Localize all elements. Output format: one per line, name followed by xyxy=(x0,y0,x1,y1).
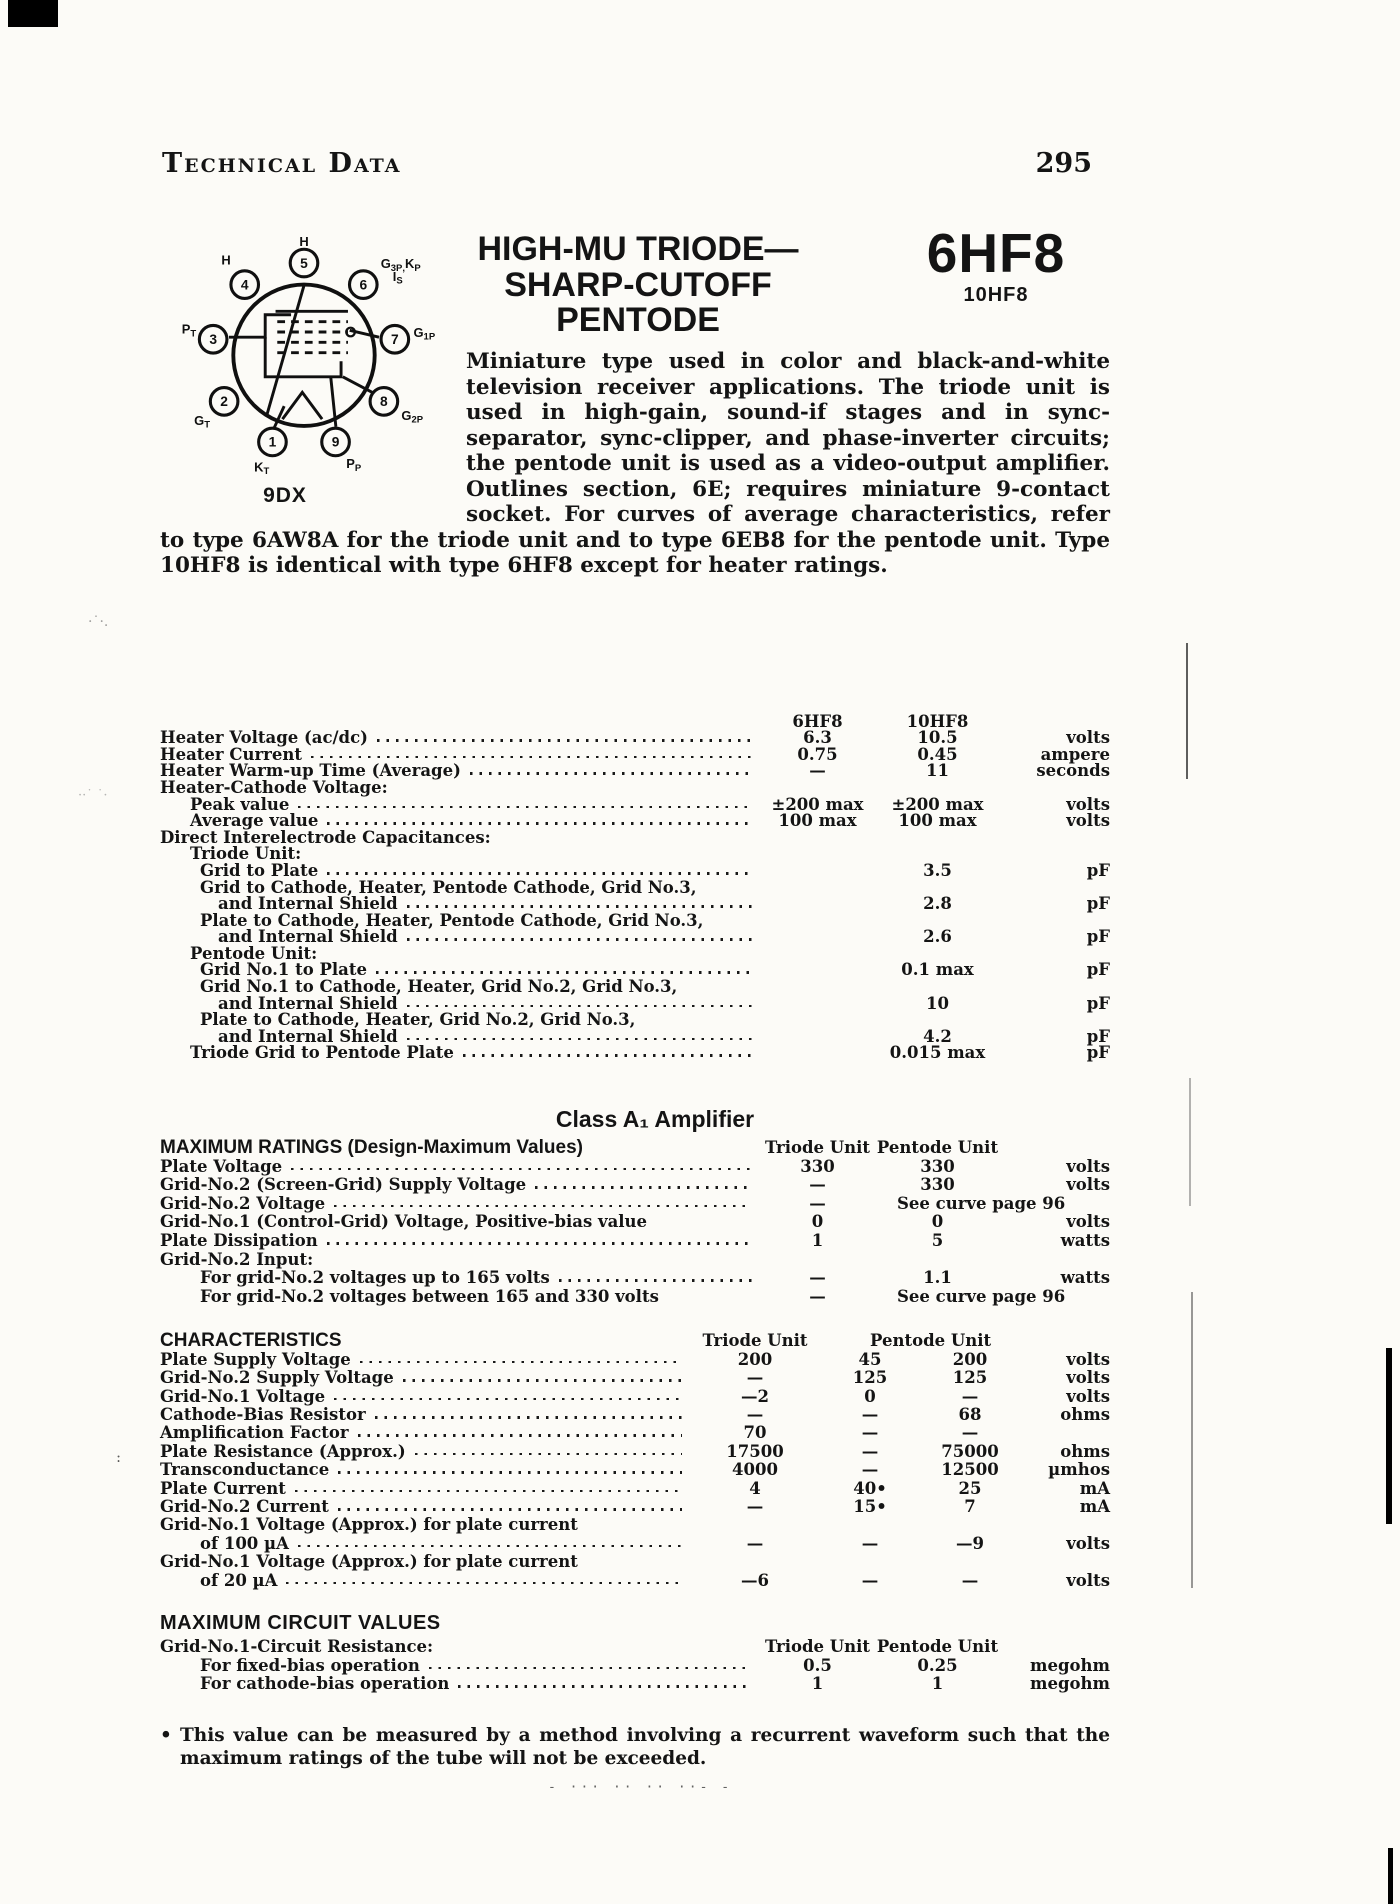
table-row xyxy=(160,827,1110,847)
value-triode: Triode Unit xyxy=(702,1331,808,1351)
value-triode: 1 xyxy=(811,1231,824,1250)
row-label: Plate Supply Voltage xyxy=(160,1349,351,1369)
unit-cell: ampere xyxy=(1040,744,1110,764)
value-pentode: See curve page 96 xyxy=(897,1193,1066,1213)
tube-basing-diagram-9dx xyxy=(160,232,448,482)
value-triode: 17500 xyxy=(726,1441,784,1461)
leader-dots xyxy=(322,1261,752,1264)
value-triode: 330 xyxy=(800,1156,835,1176)
value-triode: 4 xyxy=(749,1478,761,1498)
page-header xyxy=(162,148,1110,179)
leader-dots xyxy=(286,1582,682,1585)
tube-type-main: 6HF8 xyxy=(926,222,1066,284)
characteristics-table xyxy=(160,1332,1110,1590)
row-label: Direct Interelectrode Capacitances: xyxy=(160,827,491,847)
unit-cell: volts xyxy=(1066,1212,1110,1232)
value-pentode-2: 75000 xyxy=(941,1441,999,1461)
unit-cell: pF xyxy=(1086,860,1110,880)
unit-cell: seconds xyxy=(1036,761,1110,781)
unit-cell: volts xyxy=(1066,794,1110,814)
row-label: Plate Current xyxy=(160,1478,286,1498)
leader-dots xyxy=(712,922,752,925)
row-label: Cathode-Bias Resistor xyxy=(160,1405,366,1424)
value-triode: — xyxy=(809,1193,826,1213)
row-label: Plate to Cathode, Heater, Pentode Cathode, Grid No.3, xyxy=(200,910,704,930)
value-triode: 6.3 xyxy=(803,728,832,748)
unit-cell: ohms xyxy=(1060,1441,1110,1461)
pin-number: 9 xyxy=(331,434,340,450)
unit-cell: volts xyxy=(1066,1368,1110,1388)
row-label: Grid-No.2 Supply Voltage xyxy=(160,1368,394,1388)
value-pentode: 3.5 xyxy=(923,860,952,880)
row-label: Plate to Cathode, Heater, Grid No.2, Grid No.3, xyxy=(200,1010,636,1030)
pin-label: KT xyxy=(254,459,270,478)
leader-dots xyxy=(407,938,752,941)
value-pentode: 11 xyxy=(926,761,949,781)
value-triode: — xyxy=(746,1405,764,1424)
leader-dots xyxy=(559,1279,752,1282)
value-pentode: — xyxy=(861,1441,879,1461)
value-pentode: See curve page 96 xyxy=(897,1286,1066,1306)
table-row xyxy=(160,1657,1110,1676)
leader-dots xyxy=(295,1490,682,1493)
value-pentode-2: — xyxy=(961,1386,979,1406)
unit-cell: megohm xyxy=(1030,1655,1110,1675)
unit-cell: volts xyxy=(1066,811,1110,831)
pin-number: 3 xyxy=(209,331,217,347)
leader-dots xyxy=(429,1667,752,1670)
table-row xyxy=(160,1443,1110,1461)
pin-label-2: IS xyxy=(392,269,403,287)
pin-label: PT xyxy=(181,321,197,340)
leader-dots xyxy=(656,1223,752,1226)
row-label: For grid-No.2 voltages up to 165 volts xyxy=(200,1268,550,1288)
unit-cell: megohm xyxy=(1030,1674,1110,1694)
basing-diagram xyxy=(160,232,452,508)
value-pentode: 0.015 max xyxy=(889,1043,986,1063)
row-label: and Internal Shield xyxy=(218,894,398,914)
table-row xyxy=(160,1351,1110,1369)
value-pentode: Pentode Unit xyxy=(870,1331,992,1351)
row-label: Grid to Plate xyxy=(200,860,319,880)
row-label: Grid-No.1 Voltage (Approx.) for plate current xyxy=(160,1515,578,1535)
value-pentode: Pentode Unit xyxy=(876,1138,999,1158)
row-label: of 100 µA xyxy=(200,1533,289,1553)
leader-dots xyxy=(326,955,752,958)
tube-title-line2: SHARP-CUTOFF PENTODE xyxy=(504,265,772,340)
value-pentode: Pentode Unit xyxy=(876,1637,999,1657)
leader-dots xyxy=(334,1205,752,1208)
table-row xyxy=(160,1195,1110,1214)
table-row xyxy=(160,1213,1110,1232)
pin-label: H xyxy=(299,233,309,249)
scan-artifact: ·˙·. xyxy=(88,614,109,630)
row-label: Grid to Cathode, Heater, Pentode Cathode, Grid No.3, xyxy=(200,877,697,897)
value-pentode: 2.8 xyxy=(923,894,952,914)
value-pentode: ±200 max xyxy=(891,794,984,814)
leader-dots xyxy=(644,1021,752,1024)
row-label: Grid-No.1 Voltage (Approx.) for plate current xyxy=(160,1552,578,1572)
intro-section xyxy=(160,222,1110,579)
table-row xyxy=(160,1251,1110,1270)
tube-title-line1: HIGH-MU TRIODE— xyxy=(477,230,799,268)
leader-dots xyxy=(377,739,752,742)
value-triode: 100 max xyxy=(778,811,857,831)
page-content xyxy=(160,222,1110,1770)
row-label: Grid No.1 to Cathode, Heater, Grid No.2, Grid No.3, xyxy=(200,977,678,997)
row-label: Transconductance xyxy=(160,1460,330,1480)
row-label: MAXIMUM RATINGS (Design-Maximum Values) xyxy=(160,1137,583,1159)
unit-cell: µmhos xyxy=(1048,1460,1110,1480)
value-triode: —2 xyxy=(741,1386,769,1406)
max-circuit-heading: MAXIMUM CIRCUIT VALUES xyxy=(160,1612,441,1635)
value-pentode: 5 xyxy=(931,1231,944,1250)
row-label: Plate Voltage xyxy=(160,1156,283,1176)
value-pentode: 0 xyxy=(931,1212,944,1232)
leader-dots xyxy=(310,855,752,858)
value-pentode: 10.5 xyxy=(917,728,958,748)
value-pentode: 15• xyxy=(853,1497,887,1517)
leader-dots xyxy=(360,1361,682,1364)
value-pentode-2: — xyxy=(961,1570,979,1590)
leader-dots xyxy=(535,1186,752,1189)
value-triode: —6 xyxy=(741,1570,769,1590)
table-row xyxy=(160,1516,1110,1534)
table-row xyxy=(160,1535,1110,1553)
leader-dots xyxy=(668,1298,752,1301)
row-label: For grid-No.2 voltages between 165 and 330 volts xyxy=(200,1286,659,1306)
table-row xyxy=(160,1269,1110,1288)
unit-cell: pF xyxy=(1086,960,1110,980)
footnote-text: This value can be measured by a method involving a recurrent waveform such that the maximum ratings of the tube will not be exceeded. xyxy=(180,1724,1110,1769)
table-row xyxy=(160,1388,1110,1406)
table-row xyxy=(160,1406,1110,1424)
leader-dots xyxy=(358,1434,682,1437)
leader-dots xyxy=(397,789,752,792)
value-triode: 0.5 xyxy=(803,1655,832,1675)
value-pentode: — xyxy=(861,1423,879,1443)
value-triode: 6HF8 xyxy=(792,711,843,731)
leader-dots xyxy=(587,1563,682,1566)
table-header-row xyxy=(160,1638,1110,1657)
row-label: Triode Grid to Pentode Plate xyxy=(190,1043,454,1063)
value-pentode: 0.45 xyxy=(917,744,958,764)
table-header-row xyxy=(160,1332,1110,1350)
value-pentode: — xyxy=(861,1405,879,1424)
unit-cell: pF xyxy=(1086,894,1110,914)
table-row xyxy=(160,1045,1110,1062)
row-label: and Internal Shield xyxy=(218,1026,398,1046)
table-row xyxy=(160,1553,1110,1571)
scan-artifact xyxy=(1186,643,1188,779)
row-label: Amplification Factor xyxy=(160,1423,349,1443)
scan-artifact: ··˙ ˙· xyxy=(78,788,108,803)
table-row xyxy=(160,860,1110,880)
ratings-table xyxy=(160,711,1110,1063)
row-label: Heater Warm-up Time (Average) xyxy=(160,761,461,781)
unit-cell: volts xyxy=(1066,1175,1110,1195)
value-pentode: — xyxy=(861,1533,879,1553)
leader-dots xyxy=(592,1149,752,1152)
value-pentode-2: 12500 xyxy=(941,1460,999,1480)
pin-number: 4 xyxy=(240,277,249,293)
row-label: Plate Dissipation xyxy=(160,1231,318,1250)
row-label: Grid-No.1 (Control-Grid) Voltage, Positive-bias value xyxy=(160,1212,648,1232)
value-triode: 70 xyxy=(743,1423,767,1443)
value-triode: — xyxy=(809,1268,826,1288)
leader-dots xyxy=(338,1471,682,1474)
value-pentode: 125 xyxy=(852,1368,888,1388)
table-row xyxy=(160,1572,1110,1590)
value-pentode-2: — xyxy=(961,1423,979,1443)
scan-artifact: : xyxy=(116,1448,122,1466)
leader-dots xyxy=(291,1168,752,1171)
tube-type-block xyxy=(882,222,1110,307)
row-label: Heater Voltage (ac/dc) xyxy=(160,728,368,748)
table-row xyxy=(160,730,1110,747)
table-row xyxy=(160,1232,1110,1251)
leader-dots xyxy=(298,1545,682,1548)
value-pentode: — xyxy=(861,1570,879,1590)
pin-number: 2 xyxy=(220,394,228,410)
unit-cell: watts xyxy=(1060,1268,1110,1288)
leader-dots xyxy=(442,1648,752,1651)
row-label: Grid-No.2 Input: xyxy=(160,1249,314,1269)
row-label: Grid-No.1-Circuit Resistance: xyxy=(160,1637,434,1657)
row-label: Pentode Unit: xyxy=(190,943,318,963)
value-pentode-2: 68 xyxy=(958,1405,982,1424)
table-row xyxy=(160,1675,1110,1694)
leader-dots xyxy=(338,1508,682,1511)
scan-artifact xyxy=(1191,1292,1193,1588)
table-row xyxy=(160,1288,1110,1307)
table-row xyxy=(160,1176,1110,1195)
scan-artifact xyxy=(1386,1348,1392,1524)
value-pentode: 330 xyxy=(920,1156,955,1176)
unit-cell: mA xyxy=(1079,1478,1110,1498)
leader-dots xyxy=(327,872,752,875)
leader-dots xyxy=(407,1005,752,1008)
pin-number: 5 xyxy=(300,255,308,271)
unit-cell: ohms xyxy=(1060,1405,1110,1424)
unit-cell: volts xyxy=(1066,1349,1110,1369)
unit-cell: volts xyxy=(1066,728,1110,748)
pin-number: 8 xyxy=(380,394,388,410)
row-label: Grid-No.1 Voltage xyxy=(160,1386,326,1406)
unit-cell: watts xyxy=(1060,1231,1110,1250)
scan-artifact xyxy=(1388,1848,1393,1904)
leader-dots xyxy=(169,723,752,726)
row-label: Grid-No.2 (Screen-Grid) Supply Voltage xyxy=(160,1175,527,1195)
row-label: For fixed-bias operation xyxy=(200,1655,420,1675)
unit-cell: volts xyxy=(1066,1533,1110,1553)
table-row xyxy=(160,1461,1110,1479)
unit-cell: pF xyxy=(1086,993,1110,1013)
scan-artifact xyxy=(1189,1078,1191,1206)
footnote-bullet: • xyxy=(160,1724,172,1746)
row-label: of 20 µA xyxy=(200,1570,278,1590)
leader-dots xyxy=(458,1685,752,1688)
pin-label: G2P xyxy=(401,407,424,426)
row-label: Heater Current xyxy=(160,744,302,764)
unit-cell: pF xyxy=(1086,1026,1110,1046)
value-pentode: 10HF8 xyxy=(906,711,969,731)
value-triode: 4000 xyxy=(732,1460,778,1480)
leader-dots xyxy=(334,1398,682,1401)
row-label: and Internal Shield xyxy=(218,993,398,1013)
leader-dots xyxy=(327,822,752,825)
table-header-row xyxy=(160,1139,1110,1158)
row-label: Triode Unit: xyxy=(190,844,302,864)
tube-type-sub: 10HF8 xyxy=(963,284,1029,306)
leader-dots xyxy=(463,1054,752,1057)
unit-cell: volts xyxy=(1066,1386,1110,1406)
value-triode: ±200 max xyxy=(771,794,864,814)
value-pentode-2: 25 xyxy=(958,1478,982,1498)
value-triode: — xyxy=(809,761,826,781)
unit-cell: pF xyxy=(1086,1043,1110,1063)
scan-artifact: - ··· ·· ·· ··- - xyxy=(548,1780,733,1795)
leader-dots xyxy=(415,1453,682,1456)
value-triode: — xyxy=(809,1286,826,1306)
value-pentode: 10 xyxy=(926,993,949,1013)
value-pentode: 330 xyxy=(920,1175,955,1195)
pin-label: PP xyxy=(346,456,362,474)
leader-dots xyxy=(500,839,752,842)
pin-label: GT xyxy=(194,413,211,431)
table-row xyxy=(160,1480,1110,1498)
leader-dots xyxy=(351,1342,682,1345)
leader-dots xyxy=(706,889,753,892)
diagram-caption: 9DX xyxy=(263,484,307,507)
row-label: and Internal Shield xyxy=(218,927,398,947)
row-label: Peak value xyxy=(190,794,290,814)
leader-dots xyxy=(327,1242,752,1245)
value-pentode: 4.2 xyxy=(923,1026,952,1046)
unit-cell: volts xyxy=(1066,1156,1110,1176)
page-number: 295 xyxy=(1035,148,1092,179)
row-label: Plate Resistance (Approx.) xyxy=(160,1441,406,1461)
leader-dots xyxy=(403,1379,682,1382)
value-pentode: 0.25 xyxy=(917,1655,958,1675)
value-triode: — xyxy=(809,1175,826,1195)
intro-paragraph: Miniature type used in color and black-and-white television receiver applications. The triode unit is used in high-gain, sound-if stages and in sync-separator, sync-clipper, and phase-inverter circuits; the pentode unit is used as a video-output amplifier. Outlines section, 6E; requires miniature 9-contact socket. For curves of average characteristics, refer to type 6AW8A for the triode unit and to type 6EB8 for the pentode unit. Type 10HF8 is identical with type 6HF8 except for heater ratings. xyxy=(160,349,1110,579)
value-pentode: 0 xyxy=(864,1386,876,1406)
unit-cell: pF xyxy=(1086,927,1110,947)
value-pentode: 2.6 xyxy=(923,927,952,947)
class-a-heading: Class A₁ Amplifier xyxy=(555,1106,755,1133)
scan-artifact xyxy=(8,0,58,27)
unit-cell: volts xyxy=(1066,1570,1110,1590)
pin-number: 1 xyxy=(268,434,277,450)
value-pentode: 1 xyxy=(931,1674,944,1694)
value-pentode: 0.1 max xyxy=(901,960,974,980)
value-triode: — xyxy=(746,1533,764,1553)
row-label: Grid-No.2 Voltage xyxy=(160,1193,326,1213)
value-triode: — xyxy=(746,1368,764,1388)
pin-label: H xyxy=(221,252,231,268)
value-pentode: — xyxy=(861,1460,879,1480)
pin-label: G3P,KP xyxy=(380,256,421,274)
row-label: Grid No.1 to Plate xyxy=(200,960,367,980)
value-pentode-2: 200 xyxy=(952,1349,988,1369)
pin-number: 7 xyxy=(391,331,399,347)
header-title: Technical Data xyxy=(162,148,402,179)
value-triode: — xyxy=(746,1497,764,1517)
leader-dots xyxy=(376,971,752,974)
row-label: CHARACTERISTICS xyxy=(160,1330,342,1352)
row-label: Heater-Cathode Voltage: xyxy=(160,777,388,797)
table-row xyxy=(160,1369,1110,1387)
value-pentode-2: 7 xyxy=(964,1497,976,1517)
value-triode: Triode Unit xyxy=(764,1637,871,1657)
row-label: Average value xyxy=(190,811,319,831)
value-triode: 0 xyxy=(811,1212,824,1232)
leader-dots xyxy=(298,806,752,809)
value-pentode: 45 xyxy=(858,1349,882,1369)
tube-title xyxy=(430,232,810,339)
leader-dots xyxy=(407,1038,752,1041)
value-triode: 1 xyxy=(811,1674,824,1694)
row-label: Grid-No.2 Current xyxy=(160,1497,329,1517)
leader-dots xyxy=(407,905,752,908)
table-row xyxy=(160,1424,1110,1442)
unit-cell: mA xyxy=(1079,1497,1110,1517)
pin-number: 6 xyxy=(359,277,368,293)
pin-label: G1P xyxy=(413,325,436,343)
footnote xyxy=(160,1724,1110,1770)
table-row xyxy=(160,1498,1110,1516)
leader-dots xyxy=(470,772,752,775)
row-label: For cathode-bias operation xyxy=(200,1674,450,1694)
leader-dots xyxy=(375,1416,682,1419)
leader-dots xyxy=(587,1526,682,1529)
value-pentode-2: 125 xyxy=(952,1368,988,1388)
leader-dots xyxy=(311,756,752,759)
table-row xyxy=(160,1158,1110,1177)
value-triode: Triode Unit xyxy=(764,1138,871,1158)
leader-dots xyxy=(686,988,752,991)
value-pentode-2: —9 xyxy=(956,1533,984,1553)
max-circuit-table xyxy=(160,1638,1110,1694)
value-pentode: 1.1 xyxy=(923,1268,952,1288)
max-ratings-table xyxy=(160,1139,1110,1306)
value-pentode: 100 max xyxy=(898,811,977,831)
value-pentode: 40• xyxy=(853,1478,887,1498)
value-triode: 0.75 xyxy=(797,744,838,764)
value-triode: 200 xyxy=(737,1349,773,1369)
